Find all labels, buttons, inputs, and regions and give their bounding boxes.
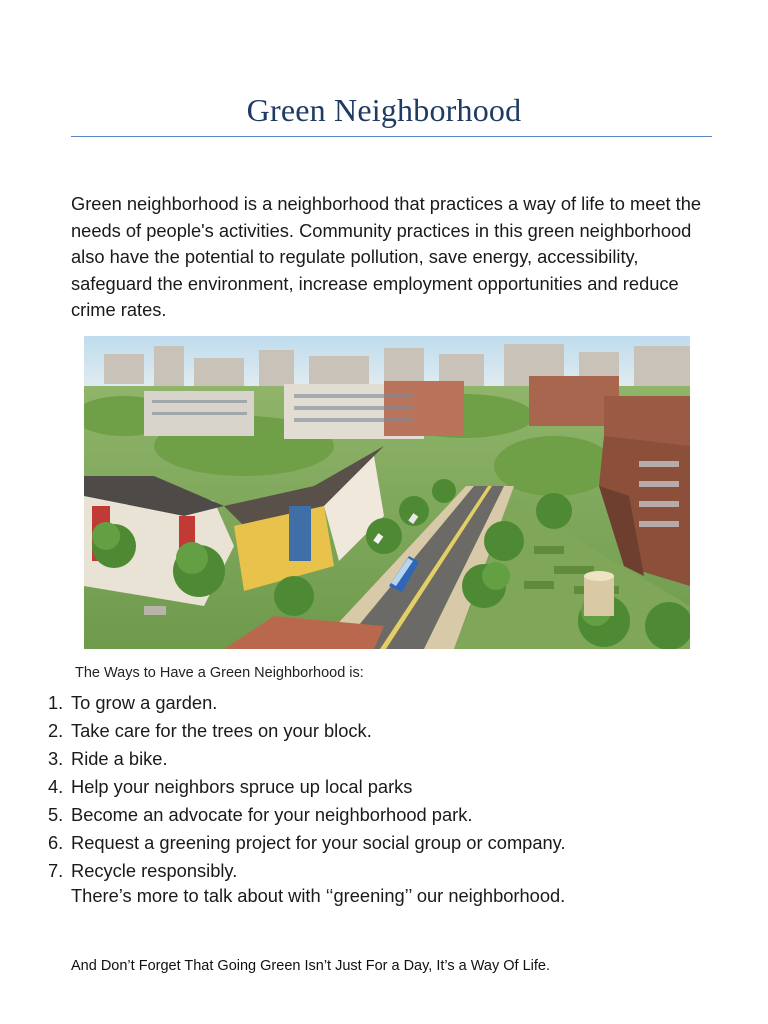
list-item — [0, 773, 566, 801]
list-item — [0, 829, 566, 857]
ways-heading: The Ways to Have a Green Neighborhood is: — [75, 665, 364, 681]
list-item-text: To grow a garden. — [71, 692, 218, 713]
more-text: There’s more to talk about with ‘‘greening’’ our neighborhood. — [71, 885, 566, 906]
list-item-text: Help your neighbors spruce up local parks — [71, 776, 413, 797]
list-item-text: Recycle responsibly. — [71, 860, 238, 881]
list-item-text: Take care for the trees on your block. — [71, 720, 372, 741]
neighborhood-illustration — [84, 336, 690, 649]
list-item-number: 2. — [48, 720, 64, 741]
ways-list — [0, 689, 566, 885]
page-title: Green Neighborhood — [246, 92, 522, 128]
closing-line: And Don’t Forget That Going Green Isn’t Just For a Day, It’s a Way Of Life. — [71, 958, 550, 974]
list-item-number: 7. — [48, 860, 64, 881]
list-item-text: Request a greening project for your social group or company. — [71, 832, 566, 853]
list-item-number: 4. — [48, 776, 64, 797]
list-item — [0, 857, 566, 885]
list-item-text: Ride a bike. — [71, 748, 168, 769]
list-item — [0, 801, 566, 829]
list-item-text: Become an advocate for your neighborhood park. — [71, 804, 473, 825]
list-item — [0, 689, 566, 717]
title-rule — [71, 136, 712, 137]
list-item — [0, 745, 566, 773]
list-item-number: 5. — [48, 804, 64, 825]
intro-paragraph: Green neighborhood is a neighborhood that practices a way of life to meet the needs of people's activities. Community practices in this green neighborhood also have the potential to regulate pollution, save energy, accessibility, safeguard the environment, increase employment opportunities and reduce crime rates. — [71, 193, 702, 321]
list-item — [0, 717, 566, 745]
list-item-number: 3. — [48, 748, 64, 769]
list-item-number: 1. — [48, 692, 64, 713]
list-item-number: 6. — [48, 832, 64, 853]
